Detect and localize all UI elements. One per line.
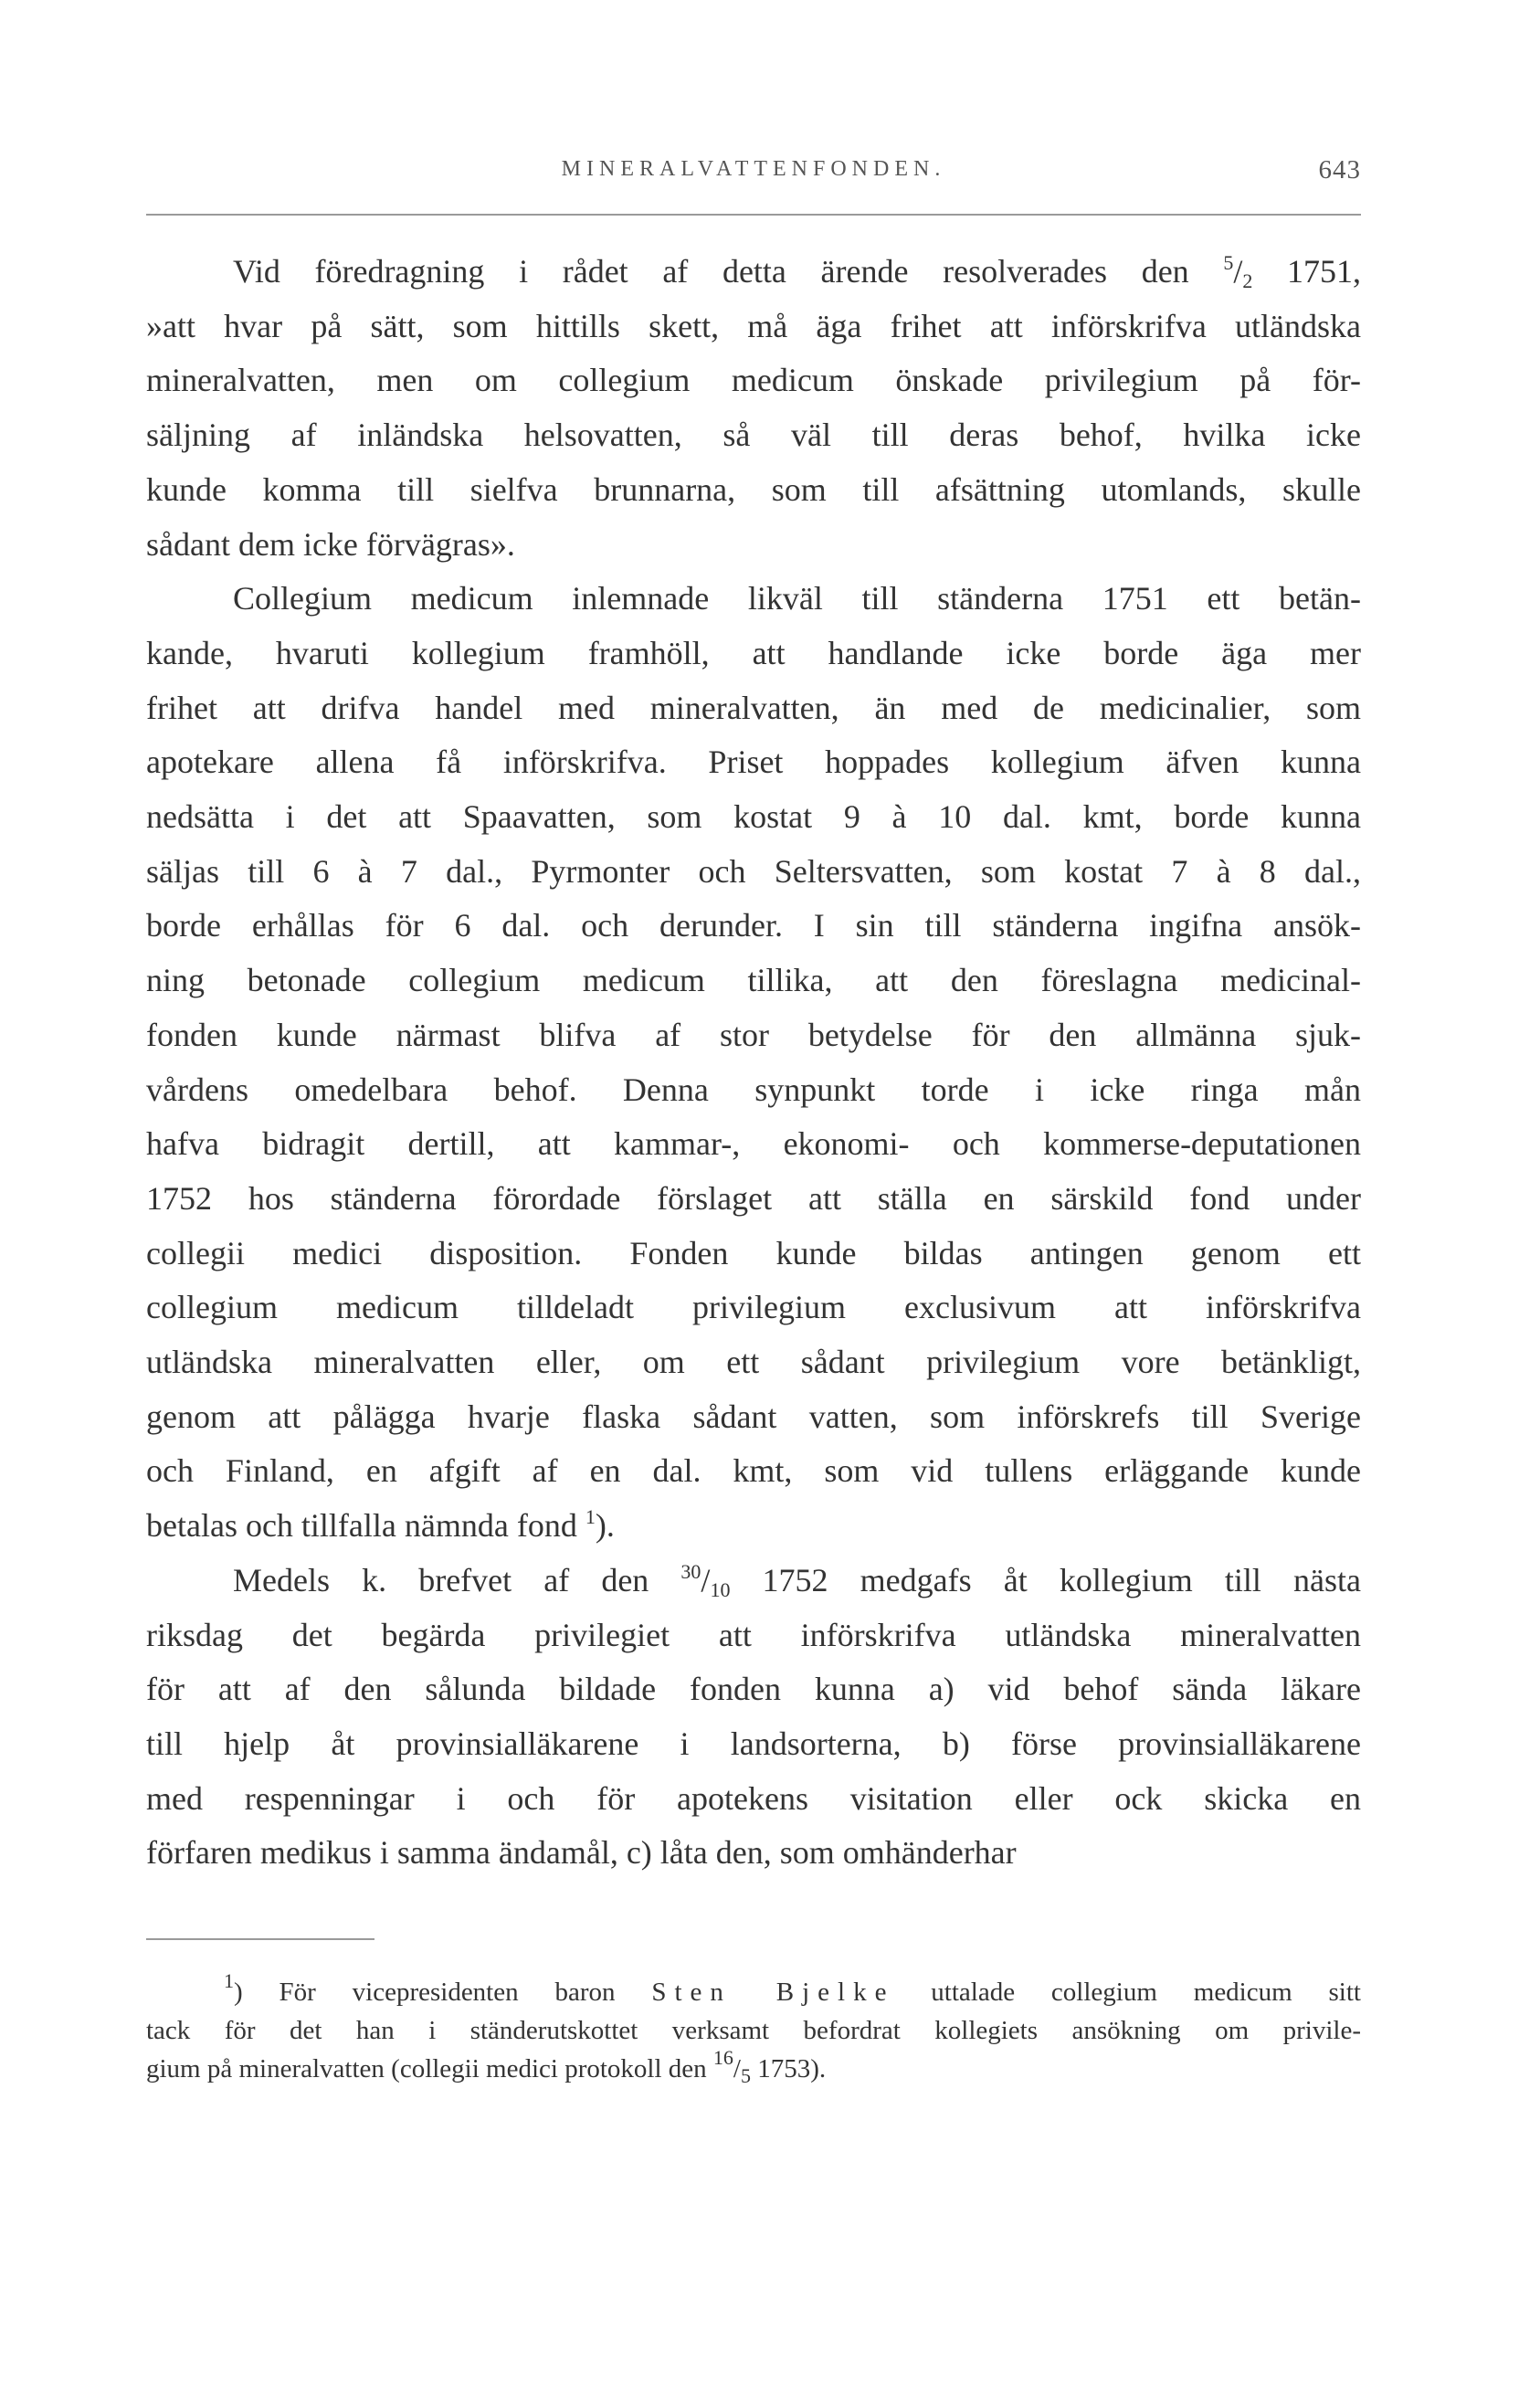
superscript: 5: [1223, 251, 1234, 274]
body-text: [146, 245, 1361, 1881]
text-run: nedsätta i det att Spaavatten, som kostat 9 à 10 dal. kmt, borde kunna: [146, 798, 1361, 836]
superscript: 30: [680, 1559, 701, 1583]
superscript: 1: [224, 1969, 234, 1992]
text-run: hafva bidragit dertill, att kammar-, ekonomi- och kommerse-deputationen: [146, 1125, 1361, 1163]
text-run: frihet att drifva handel med mineralvatten, än med de medicinalier, som: [146, 689, 1361, 726]
text-line: [146, 790, 1361, 845]
text-run: /: [733, 2054, 741, 2083]
footnote: [146, 1969, 1361, 2088]
text-line: [146, 1969, 1361, 2011]
text-run: Vid föredragning i rådet af detta ärende resolverades den: [233, 253, 1224, 290]
subscript: 2: [1242, 269, 1253, 292]
text-run: säljas till 6 à 7 dal., Pyrmonter och Seltersvatten, som kostat 7 à 8 dal.,: [146, 852, 1361, 890]
text-run: utländska mineralvatten eller, om ett sådant privilegium vore betänkligt,: [146, 1344, 1361, 1381]
page: [146, 0, 1361, 2384]
text-run: apotekare allena få införskrifva. Priset hoppades kollegium äfven kunna: [146, 744, 1361, 781]
text-run: gium på mineralvatten (collegii medici protokoll den: [146, 2054, 713, 2083]
footnote-rule: [146, 1938, 374, 1940]
header-title: MINERALVATTENFONDEN.: [561, 157, 946, 181]
text-line: [146, 1826, 1361, 1881]
text-line: [146, 1390, 1361, 1445]
superscript: 16: [712, 2046, 733, 2069]
text-run: Collegium medicum inlemnade likväl till ständerna 1751 ett betän-: [233, 580, 1361, 617]
text-run: 1752 hos ständerna förordade förslaget att ställa en särskild fond under: [146, 1179, 1361, 1217]
text-run: /: [701, 1561, 711, 1598]
text-run: collegium medicum tilldeladt privilegium exclusivum att införskrifva: [146, 1289, 1361, 1326]
text-run: och Finland, en afgift af en dal. kmt, som vid tullens erläggande kunde: [146, 1452, 1361, 1490]
text-run: mineralvatten, men om collegium medicum önskade privilegium på för-: [146, 362, 1361, 399]
text-line: [146, 845, 1361, 900]
text-run: sådant dem icke förvägras».: [146, 525, 515, 563]
text-run: ning betonade collegium medicum tillika, att den föreslagna medicinal-: [146, 962, 1361, 999]
text-line: [146, 1609, 1361, 1663]
text-line: [146, 572, 1361, 627]
text-run: till hjelp åt provinsialläkarene i landsorterna, b) förse provinsialläkarene: [146, 1725, 1361, 1762]
text-run: tack för det han i ständerutskottet verksamt befordrat kollegiets ansökning om privile-: [146, 2016, 1361, 2045]
text-line: [146, 1717, 1361, 1772]
text-line: [146, 899, 1361, 954]
text-line: [146, 1499, 1361, 1554]
text-run: förfaren medikus i samma ändamål, c) låta den, som omhänderhar: [146, 1834, 1017, 1872]
running-header: [146, 153, 1361, 194]
text-run: kunde komma till sielfva brunnarna, som till afsättning utomlands, skulle: [146, 470, 1361, 508]
text-run: med respenningar i och för apotekens visitation eller ock skicka en: [146, 1779, 1361, 1817]
text-run: för att af den sålunda bildade fonden kunna a) vid behof sända läkare: [146, 1671, 1361, 1708]
text-line: [146, 1772, 1361, 1827]
text-line: [146, 627, 1361, 681]
text-run: 1753).: [750, 2054, 827, 2083]
text-run: borde erhållas för 6 dal. och derunder. I sin till ständerna ingifna ansök-: [146, 907, 1361, 944]
subscript: 5: [740, 2064, 751, 2087]
text-run: betalas och tillfalla nämnda fond: [146, 1507, 585, 1545]
text-line: [146, 1117, 1361, 1172]
text-line: [146, 1335, 1361, 1390]
text-line: [146, 463, 1361, 518]
text-line: [146, 1008, 1361, 1063]
text-line: [146, 1172, 1361, 1227]
paragraph: [146, 245, 1361, 572]
paragraph: [146, 1554, 1361, 1881]
superscript: 1: [585, 1505, 596, 1529]
text-run: Medels k. brefvet af den: [233, 1561, 681, 1598]
text-line: [146, 735, 1361, 790]
text-line: [146, 518, 1361, 573]
text-line: [146, 245, 1361, 300]
page-number: 643: [1318, 155, 1361, 185]
text-run: 1751,: [1252, 253, 1362, 290]
text-line: [146, 1063, 1361, 1118]
text-line: [146, 1444, 1361, 1499]
paragraph: [146, 572, 1361, 1554]
text-run: riksdag det begärda privilegiet att införskrifva utländska mineralvatten: [146, 1616, 1361, 1653]
spaced-name: Sten Bjelke: [651, 1978, 895, 2007]
text-line: [146, 1227, 1361, 1282]
text-run: 1752 medgafs åt kollegium till nästa: [730, 1561, 1362, 1598]
text-run: uttalade collegium medicum sitt: [894, 1978, 1361, 2007]
header-rule: [146, 214, 1361, 216]
text-line: [146, 2046, 1361, 2088]
text-line: [146, 408, 1361, 463]
text-line: [146, 954, 1361, 1008]
text-run: »att hvar på sätt, som hittills skett, må äga frihet att införskrifva utländska: [146, 307, 1361, 344]
subscript: 10: [710, 1577, 731, 1601]
text-line: [146, 1662, 1361, 1717]
text-run: genom att pålägga hvarje flaska sådant vatten, som införskrefs till Sverige: [146, 1398, 1361, 1435]
text-run: kande, hvaruti kollegium framhöll, att handlande icke borde äga mer: [146, 634, 1361, 671]
text-line: [146, 2011, 1361, 2050]
text-line: [146, 1554, 1361, 1609]
text-run: collegii medici disposition. Fonden kunde bildas antingen genom ett: [146, 1234, 1361, 1271]
text-run: fonden kunde närmast blifva af stor betydelse för den allmänna sjuk-: [146, 1016, 1361, 1053]
text-line: [146, 300, 1361, 354]
text-line: [146, 681, 1361, 736]
text-run: ) För vicepresidenten baron: [234, 1978, 652, 2007]
text-run: vårdens omedelbara behof. Denna synpunkt torde i icke ringa mån: [146, 1071, 1361, 1108]
text-line: [146, 1281, 1361, 1335]
text-line: [146, 353, 1361, 408]
text-run: /: [1233, 253, 1243, 290]
text-run: säljning af inländska helsovatten, så väl till deras behof, hvilka icke: [146, 417, 1361, 454]
text-run: ).: [595, 1507, 615, 1545]
